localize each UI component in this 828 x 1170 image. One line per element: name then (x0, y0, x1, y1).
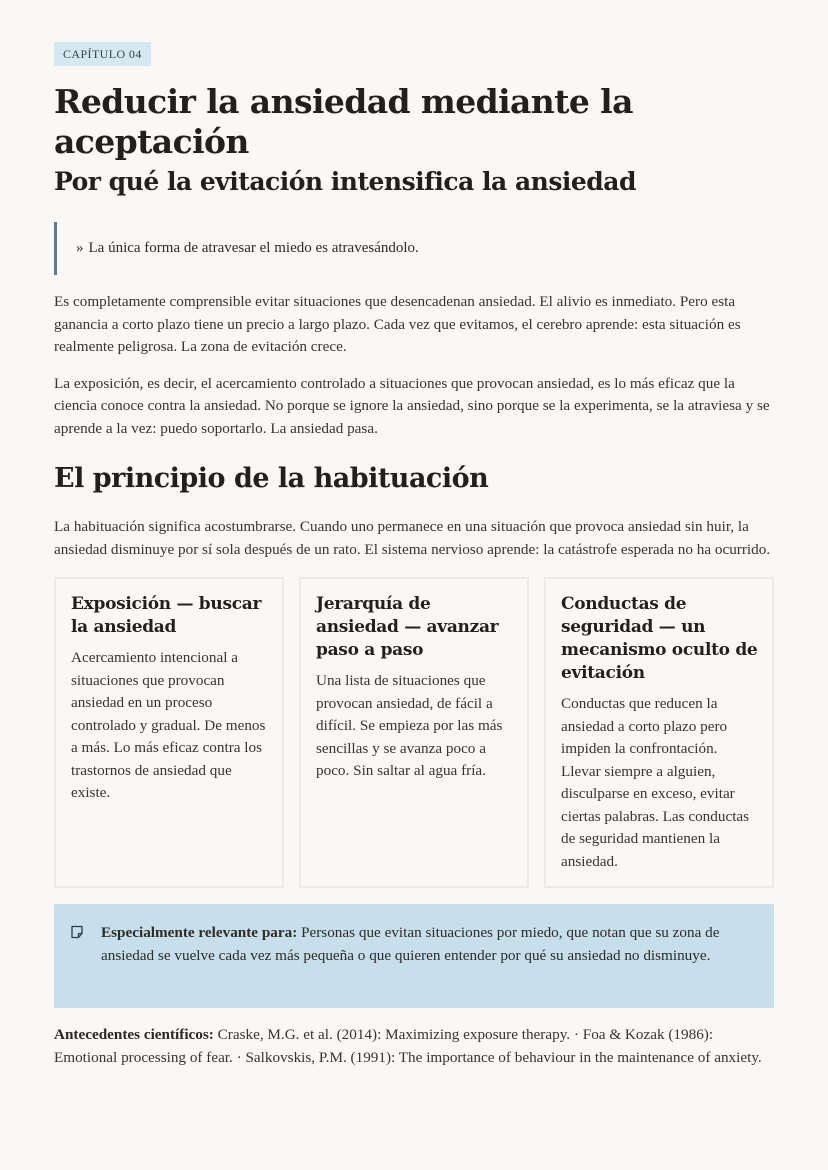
references-text: Craske, M.G. et al. (2014): Maximizing exposure therapy. · Foa & Kozak (1986): Emotional processing of fear. · Salkovskis, P.M. (1991): The importance of behaviour in the maintenance of anxiety. (54, 1026, 762, 1066)
card-text: Conductas que reducen la ansiedad a corto plazo pero impiden la confrontación. Llevar siempre a alguien, disculparse en exceso, evitar ciertas palabras. Las conductas de seguridad mantienen la ansiedad. (561, 695, 750, 870)
section-paragraph: La habituación significa acostumbrarse. Cuando uno permanece en una situación que provoca ansiedad sin huir, la ansiedad disminuye por sí sola después de un rato. El sistema nervioso aprende: la catástrofe esperada no ha ocurrido. (54, 518, 771, 558)
note-icon (70, 925, 84, 939)
page-subtitle: Por qué la evitación intensifica la ansiedad (54, 167, 636, 196)
callout-label: Especialmente relevante para: (101, 924, 298, 941)
callout-body: Personas que evitan situaciones por miedo, que notan que su zona de ansiedad se vuelve cada vez más pequeña o que quieren entender por qué su ansiedad no disminuye. (101, 924, 720, 964)
card-text: Una lista de situaciones que provocan ansiedad, de fácil a difícil. Se empieza por las más sencillas y se avanza poco a poco. Sin saltar al agua fría. (316, 672, 503, 779)
card-exposure (54, 577, 284, 888)
relevance-callout (54, 904, 774, 1008)
card-hierarchy (299, 577, 529, 888)
references-label: Antecedentes científicos: (54, 1026, 214, 1043)
card-text: Acercamiento intencional a situaciones que provocan ansiedad en un proceso controlado y gradual. De menos a más. Lo más eficaz contra los trastornos de ansiedad que existe. (71, 649, 266, 801)
card-title: Jerarquía de ansiedad — avanzar paso a paso (316, 594, 499, 660)
card-title: Conductas de seguridad — un mecanismo oculto de evitación (561, 594, 758, 683)
quote-text: La única forma de atravesar el miedo es atravesándolo. (88, 240, 419, 256)
section-heading: El principio de la habituación (54, 463, 489, 494)
page-title: Reducir la ansiedad mediante la aceptación (54, 82, 633, 161)
card-title: Exposición — buscar la ansiedad (71, 594, 262, 637)
quote-mark: » (76, 240, 84, 256)
card-safety-behaviours (544, 577, 774, 888)
pull-quote (54, 222, 774, 275)
intro-paragraph-2: La exposición, es decir, el acercamiento controlado a situaciones que provocan ansiedad, es lo más eficaz que la ciencia conoce contra la ansiedad. No porque se ignore la ansiedad, sino porque se la experimenta, se la atraviesa y se aprende a la vez: puedo soportarlo. La ansiedad pasa. (54, 374, 770, 437)
chapter-tag: CAPÍTULO 04 (54, 42, 151, 66)
callout-text (101, 922, 754, 1008)
concept-cards (54, 577, 774, 888)
references (54, 1024, 774, 1069)
intro-paragraph-1: Es completamente comprensible evitar situaciones que desencadenan ansiedad. El alivio es inmediato. Pero esta ganancia a corto plazo tiene un precio a largo plazo. Cada vez que evitamos, el cerebro aprende: esta situación es realmente peligrosa. La zona de evitación crece. (54, 293, 741, 355)
